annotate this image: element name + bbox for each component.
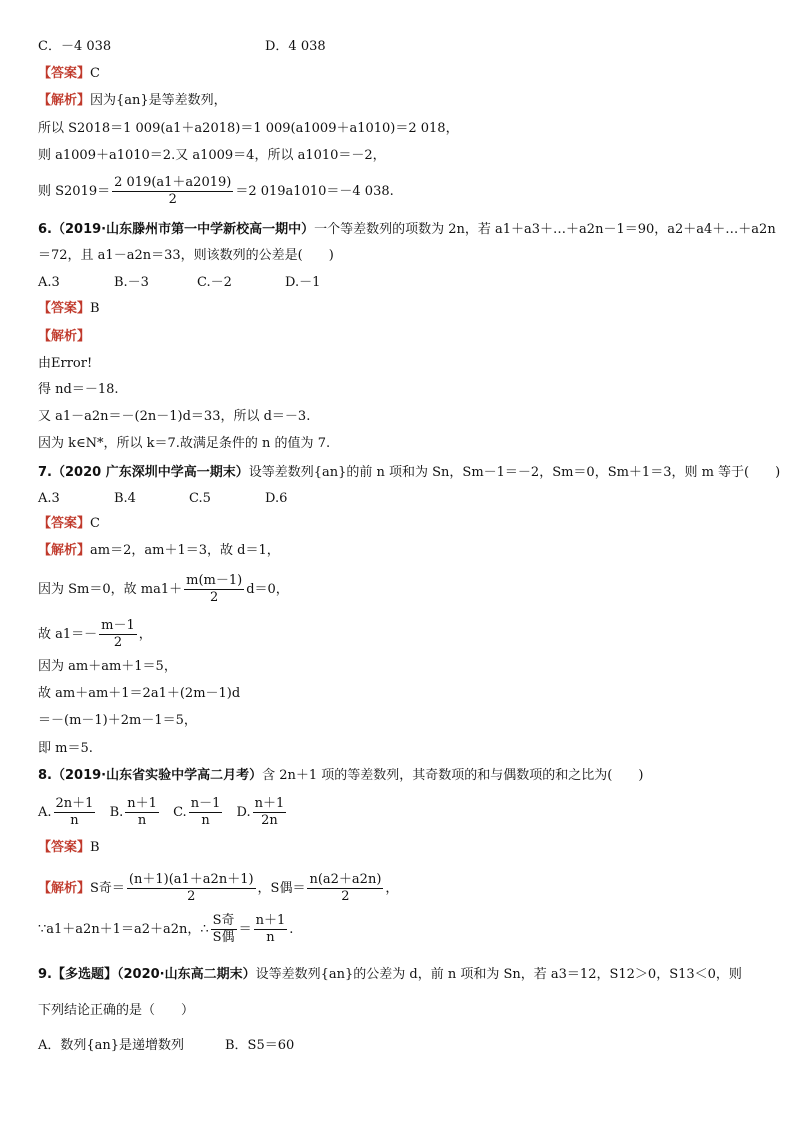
q6-stem-line-2: ＝72，且 a1－a2n＝33，则该数列的公差是( ) [38, 248, 334, 263]
q8-options [38, 796, 288, 829]
fraction [184, 573, 244, 606]
q6-analysis-line-2: 得 nd＝－18. [38, 382, 119, 397]
q5-options [38, 38, 326, 56]
q6-analysis-line-4: 因为 k∈N*，所以 k＝7.故满足条件的 n 的值为 7. [38, 436, 331, 451]
analysis-tag: 【解析】 [38, 93, 91, 108]
analysis-text: 因为{an}是等差数列， [90, 93, 227, 108]
formula-prefix: 则 S2019＝ [38, 184, 111, 199]
answer-tag: 【答案】 [38, 840, 91, 855]
answer-tag: 【答案】 [38, 516, 91, 531]
q9-option-a: A．数列{an}是递增数列 [38, 1038, 185, 1053]
denominator: 2 [113, 635, 123, 650]
option-label: A. [38, 805, 52, 820]
denominator: S偶 [212, 930, 235, 945]
analysis-tag: 【解析】 [38, 881, 91, 896]
q6-stem-line-1 [38, 221, 776, 239]
numerator: n＋1 [127, 796, 157, 811]
q7-stem [38, 464, 780, 482]
formula-suffix: d＝0， [246, 582, 289, 597]
q7-option-b: B.4 [114, 491, 136, 506]
option-label: B. [109, 805, 124, 820]
denominator: 2 [187, 889, 196, 904]
analysis-tag: 【解析】 [38, 329, 91, 344]
numerator: 2 019(a1＋a2019) [114, 175, 232, 190]
question-text: 设等差数列{an}的前 n 项和为 Sn，Sm－1＝－2，Sm＝0，Sm＋1＝3，则 m 等于( ) [248, 465, 781, 480]
q7-analysis-line-4: 因为 am＋am＋1＝5， [38, 659, 177, 674]
q9-option-b: B．S5＝60 [225, 1038, 295, 1053]
q9-options [38, 1037, 295, 1055]
q6-option-b: B.－3 [114, 275, 149, 290]
fraction [211, 913, 237, 946]
option-label: C. [173, 805, 187, 820]
numerator: n＋1 [255, 913, 286, 928]
fraction [54, 796, 96, 829]
q6-option-a: A.3 [38, 275, 60, 290]
q8-option-d [236, 796, 289, 828]
q7-answer [38, 515, 100, 533]
numerator: n＋1 [254, 796, 285, 811]
q5-analysis-line-2: 所以 S2018＝1 009(a1＋a2018)＝1 009(a1009＋a1010)＝2 018， [38, 121, 459, 136]
formula-prefix: 故 a1＝－ [38, 627, 98, 642]
q7-option-c: C.5 [189, 491, 211, 506]
fraction [254, 913, 288, 946]
denominator: 2 [341, 889, 350, 904]
fraction [307, 872, 383, 905]
numerator: 2n＋1 [55, 796, 94, 811]
question-source: 9.【多选题】（2020·山东高二期末） [38, 967, 256, 982]
formula-suffix: ， [138, 627, 152, 642]
formula-suffix: ＝2 019a1010＝－4 038. [235, 184, 394, 199]
q5-answer [38, 65, 100, 83]
q5-analysis-line-1 [38, 92, 227, 110]
numerator: n－1 [190, 796, 221, 811]
formula-suffix: . [289, 922, 294, 937]
formula-prefix: 因为 Sm＝0，故 ma1＋ [38, 582, 183, 597]
formula-prefix: ∵a1＋a2n＋1＝a2＋a2n，∴ [38, 922, 209, 937]
analysis-text: am＝2，am＋1＝3，故 d＝1， [90, 543, 280, 558]
answer-value: B [90, 840, 100, 855]
analysis-tag: 【解析】 [38, 543, 91, 558]
q6-answer [38, 300, 100, 318]
q8-option-c [173, 796, 224, 828]
question-source: 7.（2020 广东深圳中学高一期末） [38, 465, 249, 480]
numerator: n(a2＋a2n) [309, 872, 382, 887]
denominator: 2 [210, 590, 219, 605]
question-text: 一个等差数列的项数为 2n，若 a1＋a3＋…＋a2n－1＝90，a2＋a4＋…＋a2n [314, 222, 776, 237]
formula-suffix: ， [385, 881, 399, 896]
fraction [125, 796, 159, 829]
q7-analysis-line-5: 故 am＋am＋1＝2a1＋(2m－1)d [38, 686, 241, 701]
denominator: 2 [168, 192, 177, 207]
q7-analysis-line-1 [38, 542, 280, 560]
q7-analysis-line-2 [38, 573, 289, 606]
answer-tag: 【答案】 [38, 301, 91, 316]
question-source: 8.（2019·山东省实验中学高二月考） [38, 768, 263, 783]
fraction [189, 796, 223, 829]
formula-middle: ，S偶＝ [257, 881, 306, 896]
denominator: 2n [261, 813, 278, 828]
equals-sign: ＝ [238, 922, 252, 937]
question-text: 含 2n＋1 项的等差数列，其奇数项的和与偶数项的和之比为( ) [262, 768, 644, 783]
q7-option-d: D.6 [265, 491, 288, 506]
answer-value: C [90, 66, 100, 81]
q9-stem-line-2: 下列结论正确的是（ ） [38, 1003, 195, 1018]
q6-analysis-tag [38, 328, 90, 346]
denominator: n [70, 813, 79, 828]
q7-analysis-line-3 [38, 618, 152, 651]
answer-value: B [90, 301, 100, 316]
q6-analysis-line-3: 又 a1－a2n＝－(2n－1)d＝33，所以 d＝－3. [38, 409, 311, 424]
q8-option-a [38, 796, 97, 828]
q5-analysis-line-3: 则 a1009＋a1010＝2.又 a1009＝4，所以 a1010＝－2， [38, 148, 386, 163]
option-label: D. [236, 805, 251, 820]
denominator: n [266, 930, 275, 945]
q8-option-b [109, 796, 161, 828]
q6-option-d: D.－1 [285, 275, 321, 290]
denominator: n [201, 813, 210, 828]
q5-analysis-line-4 [38, 175, 394, 208]
formula-prefix: S奇＝ [90, 881, 125, 896]
question-source: 6.（2019·山东滕州市第一中学新校高一期中） [38, 222, 315, 237]
answer-tag: 【答案】 [38, 66, 91, 81]
fraction [127, 872, 256, 905]
q9-stem-line-1 [38, 966, 742, 984]
numerator: m－1 [101, 618, 135, 633]
q7-option-a: A.3 [38, 491, 60, 506]
denominator: n [137, 813, 147, 828]
fraction [112, 175, 233, 208]
q6-option-c: C.－2 [197, 275, 232, 290]
question-text: 设等差数列{an}的公差为 d，前 n 项和为 Sn，若 a3＝12，S12＞0，S13＜0，则 [255, 967, 742, 982]
q8-stem [38, 767, 643, 785]
q8-analysis-line-1 [38, 872, 398, 905]
answer-value: C [90, 516, 100, 531]
fraction [253, 796, 287, 829]
q7-analysis-line-6: ＝－(m－1)＋2m－1＝5， [38, 713, 197, 728]
numerator: (n＋1)(a1＋a2n＋1) [128, 872, 254, 887]
q7-analysis-line-7: 即 m＝5. [38, 741, 93, 756]
q8-analysis-line-2 [38, 913, 293, 946]
numerator: m(m－1) [186, 573, 243, 588]
numerator: S奇 [212, 913, 235, 928]
q5-option-c: C．－4 038 [38, 39, 112, 54]
fraction [99, 618, 137, 651]
q5-option-d: D．4 038 [265, 39, 326, 54]
q8-answer [38, 839, 100, 857]
q6-analysis-line-1: 由Error! [38, 356, 93, 371]
q6-options [38, 274, 321, 292]
q7-options [38, 490, 288, 508]
